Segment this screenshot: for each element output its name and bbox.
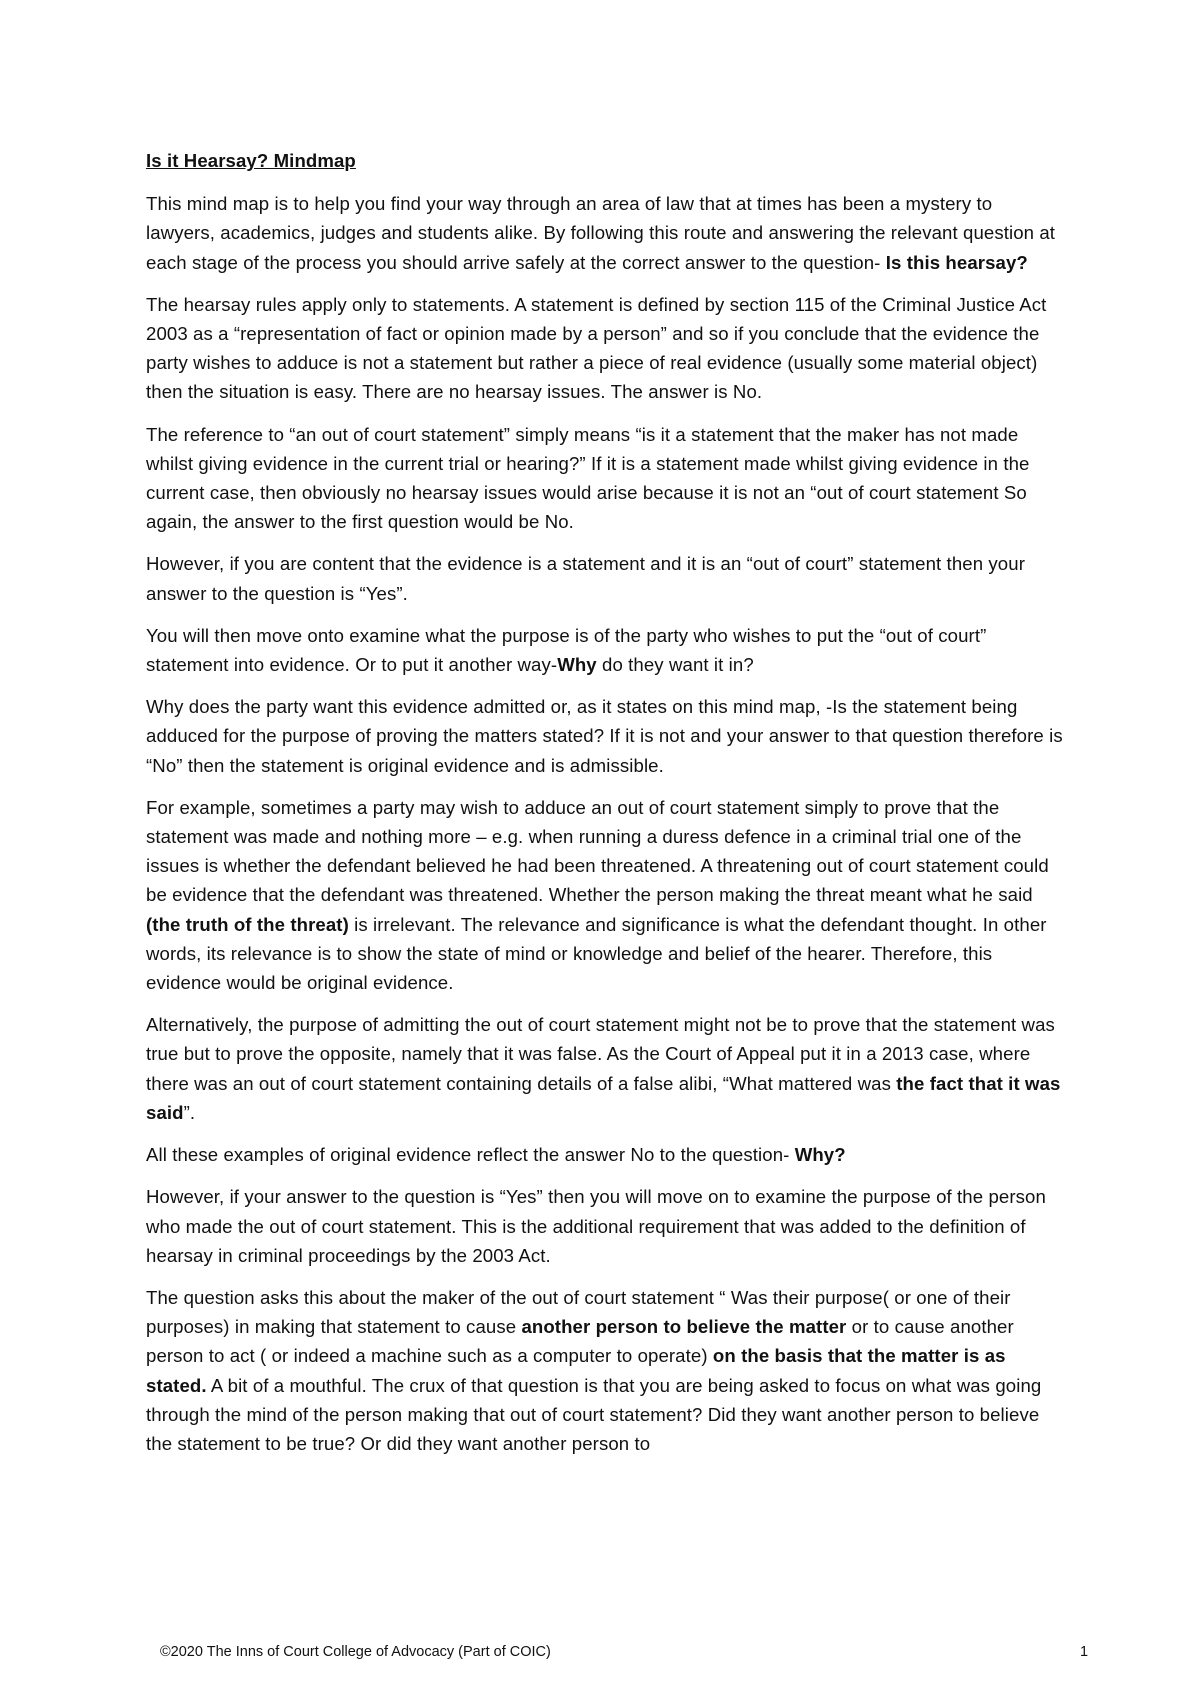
paragraph-text: Why does the party want this evidence admitted or, as it states on this mind map, -Is the statement being adduced for the purpose of proving the matters stated? If it is not and your answer to that question therefore is “No” then the statement is original evidence and is admissible. <box>146 696 1063 776</box>
paragraph <box>146 692 1066 780</box>
paragraph <box>146 290 1066 407</box>
paragraph-text: ”. <box>183 1101 196 1123</box>
paragraph-text: The reference to “an out of court statement” simply means “is it a statement that the maker has not made whilst giving evidence in the current trial or hearing?” If it is a statement made whilst giving evidence in the current case, then obviously no hearsay issues would arise because it is not an “out of court statement So again, the answer to the first question would be No. <box>146 423 1030 533</box>
bold-text: the fact that it was said <box>146 1072 1061 1123</box>
paragraph-text: Alternatively, the purpose of admitting the out of court statement might not be to prove that the statement was true but to prove the opposite, namely that it was false. As the Court of Appeal put it in a 2013 case, where there was an out of court statement containing details of a false alibi, “What mattered was <box>146 1014 1055 1094</box>
paragraph-text: or to cause another person to act ( or indeed a machine such as a computer to operate) <box>146 1316 1014 1367</box>
bold-text: (the truth of the threat) <box>146 913 349 935</box>
footer-copyright: ©2020 The Inns of Court College of Advocacy (Part of COIC) <box>160 1644 551 1660</box>
paragraph-text: However, if you are content that the evidence is a statement and it is an “out of court” statement then your answer to the question is “Yes”. <box>146 553 1025 604</box>
bold-text: Why? <box>794 1144 846 1166</box>
paragraph <box>146 793 1066 997</box>
paragraph-text: A bit of a mouthful. The crux of that question is that you are being asked to focus on what was going through the mind of the person making that out of court statement? Did they want another person to believe the statement to be true? Or did they want another person to <box>146 1374 1042 1454</box>
paragraph-text: do they want it in? <box>596 654 754 676</box>
bold-text: Is this hearsay? <box>885 251 1028 273</box>
paragraph-text: For example, sometimes a party may wish to adduce an out of court statement simply to prove that the statement was made and nothing more – e.g. when running a duress defence in a criminal trial one of the issues is whether the defendant believed he had been threatened. A threatening out of court statement could be evidence that the defendant was threatened. Whether the person making the threat meant what he said <box>146 796 1049 906</box>
document-title: Is it Hearsay? Mindmap <box>146 150 356 171</box>
paragraph <box>146 420 1066 537</box>
paragraph <box>146 1283 1066 1458</box>
paragraph-text: The question asks this about the maker of the out of court statement “ Was their purpose( or one of their purposes) in making that statement to cause <box>146 1286 1011 1338</box>
bold-text: Why <box>557 654 597 676</box>
paragraph <box>146 1140 1066 1169</box>
document-body <box>146 146 1066 1471</box>
paragraph <box>146 1182 1066 1270</box>
bold-text: another person to believe the matter <box>521 1316 847 1338</box>
paragraph <box>146 621 1066 679</box>
bold-text: on the basis that the matter is as stated. <box>146 1345 1006 1396</box>
paragraph <box>146 549 1066 607</box>
paragraph-text: This mind map is to help you find your way through an area of law that at times has been a mystery to lawyers, academics, judges and students alike. By following this route and answering the relevant question at each stage of the process you should arrive safely at the correct answer to the question- <box>146 193 1056 273</box>
paragraph-text: All these examples of original evidence reflect the answer No to the question- <box>146 1144 795 1166</box>
page-number: 1 <box>1080 1644 1089 1660</box>
paragraph-list <box>146 189 1066 1458</box>
paragraph <box>146 189 1066 277</box>
paragraph <box>146 1010 1066 1127</box>
paragraph-text: is irrelevant. The relevance and significance is what the defendant thought. In other words, its relevance is to show the state of mind or knowledge and belief of the hearer. Therefore, this evidence would be original evidence. <box>146 913 1047 994</box>
paragraph-text: However, if your answer to the question is “Yes” then you will move on to examine the purpose of the person who made the out of court statement. This is the additional requirement that was added to the definition of hearsay in criminal proceedings by the 2003 Act. <box>146 1186 1046 1266</box>
paragraph-text: You will then move onto examine what the purpose is of the party who wishes to put the “out of court” statement into evidence. Or to put it another way- <box>146 624 987 676</box>
paragraph-text: The hearsay rules apply only to statements. A statement is defined by section 115 of the Criminal Justice Act 2003 as a “representation of fact or opinion made by a person” and so if you conclude that the evidence the party wishes to adduce is not a statement but rather a piece of real evidence (usually some material object) then the situation is easy. There are no hearsay issues. The answer is No. <box>146 293 1047 403</box>
